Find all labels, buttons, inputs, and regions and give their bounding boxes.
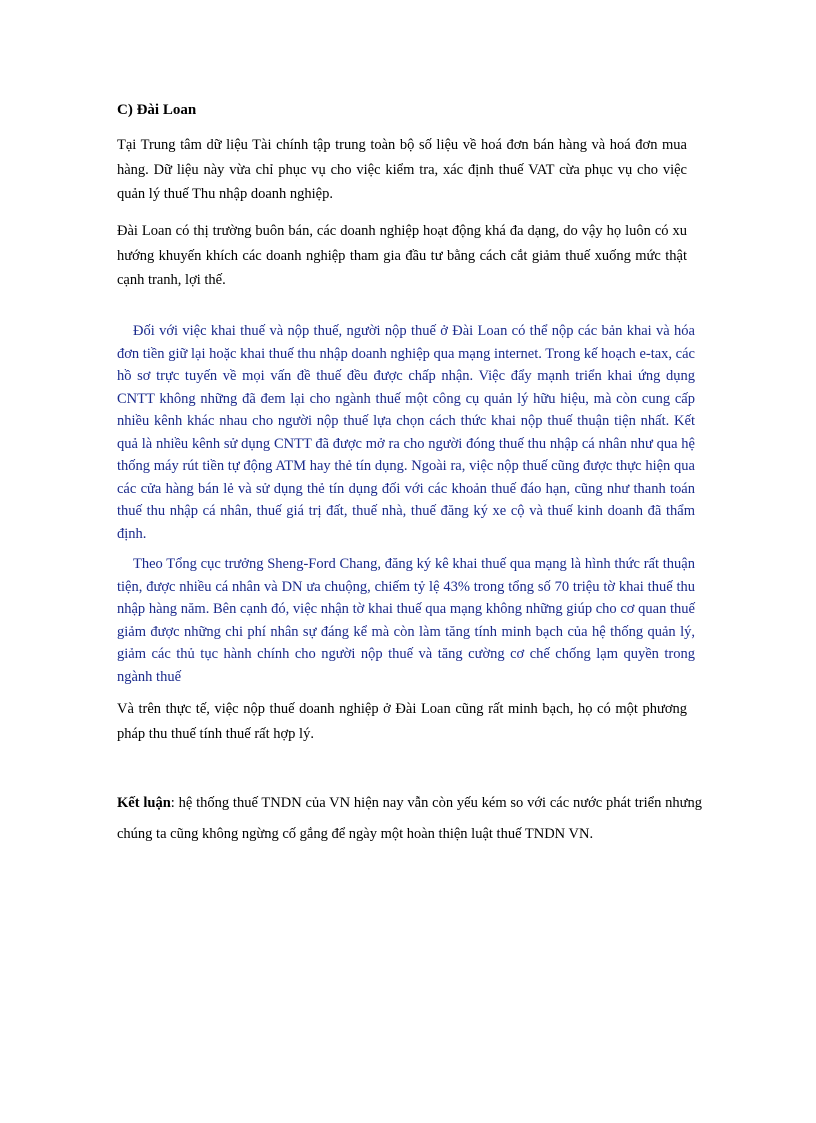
paragraph-sheng-ford-chang: Theo Tổng cục trưởng Sheng-Ford Chang, đăng ký kê khai thuế qua mạng là hình thức rất thuận tiện, được nhiều cá nhân và DN ưa chuộng, chiếm tỷ lệ 43% trong tổng số 70 triệu tờ khai thuế thu nhập hàng năm. Bên cạnh đó, việc nhận tờ khai thuế qua mạng không những giúp cho cơ quan thuế giảm được những chi phí nhân sự đáng kể mà còn làm tăng tính minh bạch của hệ thống quản lý, giảm các thủ tục hành chính cho người nộp thuế và tăng cường cơ chế chống lạm quyền trong ngành thuế xyxy=(117,556,695,685)
paragraph-e-tax: Đối với việc khai thuế và nộp thuế, người nộp thuế ở Đài Loan có thể nộp các bản khai và hóa đơn tiền giữ lại hoặc khai thuế thu nhập doanh nghiệp qua mạng internet. Trong kế hoạch e-tax, các hồ sơ trực tuyến về mọi vấn đề thuế đều được chấp nhận. Việc đẩy mạnh triển khai ứng dụng CNTT không những đã đem lại cho ngành thuế một công cụ quản lý hữu hiệu, mà còn cung cấp nhiều kênh khác nhau cho người nộp thuế lựa chọn cách thức khai nộp thuế thuận tiện nhất. Kết quả là nhiều kênh sử dụng CNTT đã được mở ra cho người đóng thuế thu nhập cá nhân như qua hệ thống máy rút tiền tự động ATM hay thẻ tín dụng. Ngoài ra, việc nộp thuế cũng được thực hiện qua các cửa hàng bán lẻ và sử dụng thẻ tín dụng đối với các khoản thuế đáo hạn, cũng như thanh toán thuế thu nhập cá nhân, thuế giá trị đất, thuế nhà, thuế đăng ký xe cộ và thuế kinh doanh đã thẩm định. xyxy=(117,323,695,542)
conclusion-label: Kết luận xyxy=(117,795,171,811)
conclusion-text: : hệ thống thuế TNDN của VN hiện nay vẫn còn yếu kém so với các nước phát triển nhưng chúng ta cũng không ngừng cố gắng để ngày một hoàn thiện luật thuế TNDN VN. xyxy=(117,795,702,842)
paragraph-transparency: Và trên thực tế, việc nộp thuế doanh nghiệp ở Đài Loan cũng rất minh bạch, họ có một phương pháp thu thuế tính thuế rất hợp lý. xyxy=(117,701,687,742)
paragraph-market: Đài Loan có thị trường buôn bán, các doanh nghiệp hoạt động khá đa dạng, do vậy họ luôn có xu hướng khuyến khích các doanh nghiệp tham gia đầu tư bằng cách cắt giảm thuế xuống mức thật cạnh tranh, lợi thế. xyxy=(117,223,687,288)
conclusion-paragraph xyxy=(117,788,702,849)
section-heading: C) Đài Loan xyxy=(117,102,197,118)
paragraph-data-center: Tại Trung tâm dữ liệu Tài chính tập trung toàn bộ số liệu về hoá đơn bán hàng và hoá đơn mua hàng. Dữ liệu này vừa chỉ phục vụ cho việc kiểm tra, xác định thuế VAT cừa phục vụ cho việc quản lý thuế Thu nhập doanh nghiệp. xyxy=(117,137,687,202)
